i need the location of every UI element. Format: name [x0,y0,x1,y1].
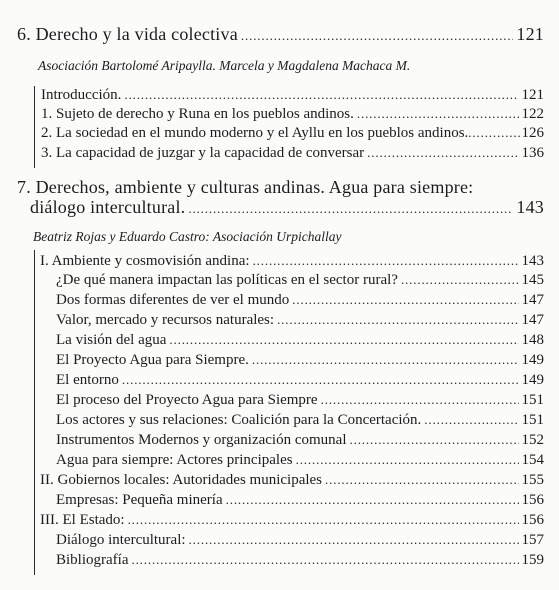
toc-entry: Introducción. . . . 121 [41,87,544,104]
toc-entry: La visión del agua . . . 148 [56,332,544,349]
toc-entry: Empresas: Pequeña minería . . . 156 [56,492,544,509]
toc-entry: El Proyecto Agua para Siempre. . . . 149 [56,352,544,369]
toc-entry: 2. La sociedad en el mundo moderno y el Ayllu en los pueblos andinos. . . . 126 [41,125,544,142]
toc-entry: Valor, mercado y recursos naturales: . . . 147 [56,312,544,329]
toc-entry: Dos formas diferentes de ver el mundo . . . 147 [56,292,544,309]
chapter-title-line2: diálogo intercultural. [30,197,186,217]
left-rule [34,250,35,575]
toc-entry: Agua para siempre: Actores principales . . . 154 [56,452,544,469]
leader-dots [241,24,513,45]
toc-entry: 3. La capacidad de juzgar y la capacidad de conversar . . . 136 [41,145,544,162]
toc-entry: III. El Estado: . . . 156 [40,512,544,529]
toc-entry: Instrumentos Modernos y organización comunal . . . 152 [56,432,544,449]
leader-dots [188,197,513,218]
toc-entry: II. Gobiernos locales: Autoridades municipales . . . 155 [40,472,544,489]
toc-chapter-6 [17,24,544,45]
toc-entry: El proceso del Proyecto Agua para Siempre . . . 151 [56,392,544,409]
left-rule [34,86,35,168]
chapter-title: 6. Derecho y la vida colectiva [17,24,238,44]
toc-entry: Los actores y sus relaciones: Coalición para la Concertación. . . . 151 [56,412,544,429]
chapter-author: Beatriz Rojas y Eduardo Castro: Asociación Urpichallay [33,229,342,244]
toc-entry: Diálogo intercultural: . . . 157 [56,532,544,549]
chapter-title-line1: 7. Derechos, ambiente y culturas andinas. Agua para siempre: [17,177,474,197]
chapter-author: Asociación Bartolomé Aripaylla. Marcela y Magdalena Machaca M. [38,58,411,73]
toc-entry: Bibliografía . . . 159 [56,552,544,569]
toc-entry: ¿De qué manera impactan las políticas en el sector rural? . . . 145 [56,272,544,289]
page-number: 143 [516,197,544,217]
toc-chapter-7 [30,197,544,218]
toc-entry: 1. Sujeto de derecho y Runa en los pueblos andinos. . . . 122 [41,106,544,123]
toc-entry: I. Ambiente y cosmovisión andina: . . . 143 [40,253,544,270]
page-number: 121 [516,24,544,44]
toc-entry: El entorno . . . 149 [56,372,544,389]
